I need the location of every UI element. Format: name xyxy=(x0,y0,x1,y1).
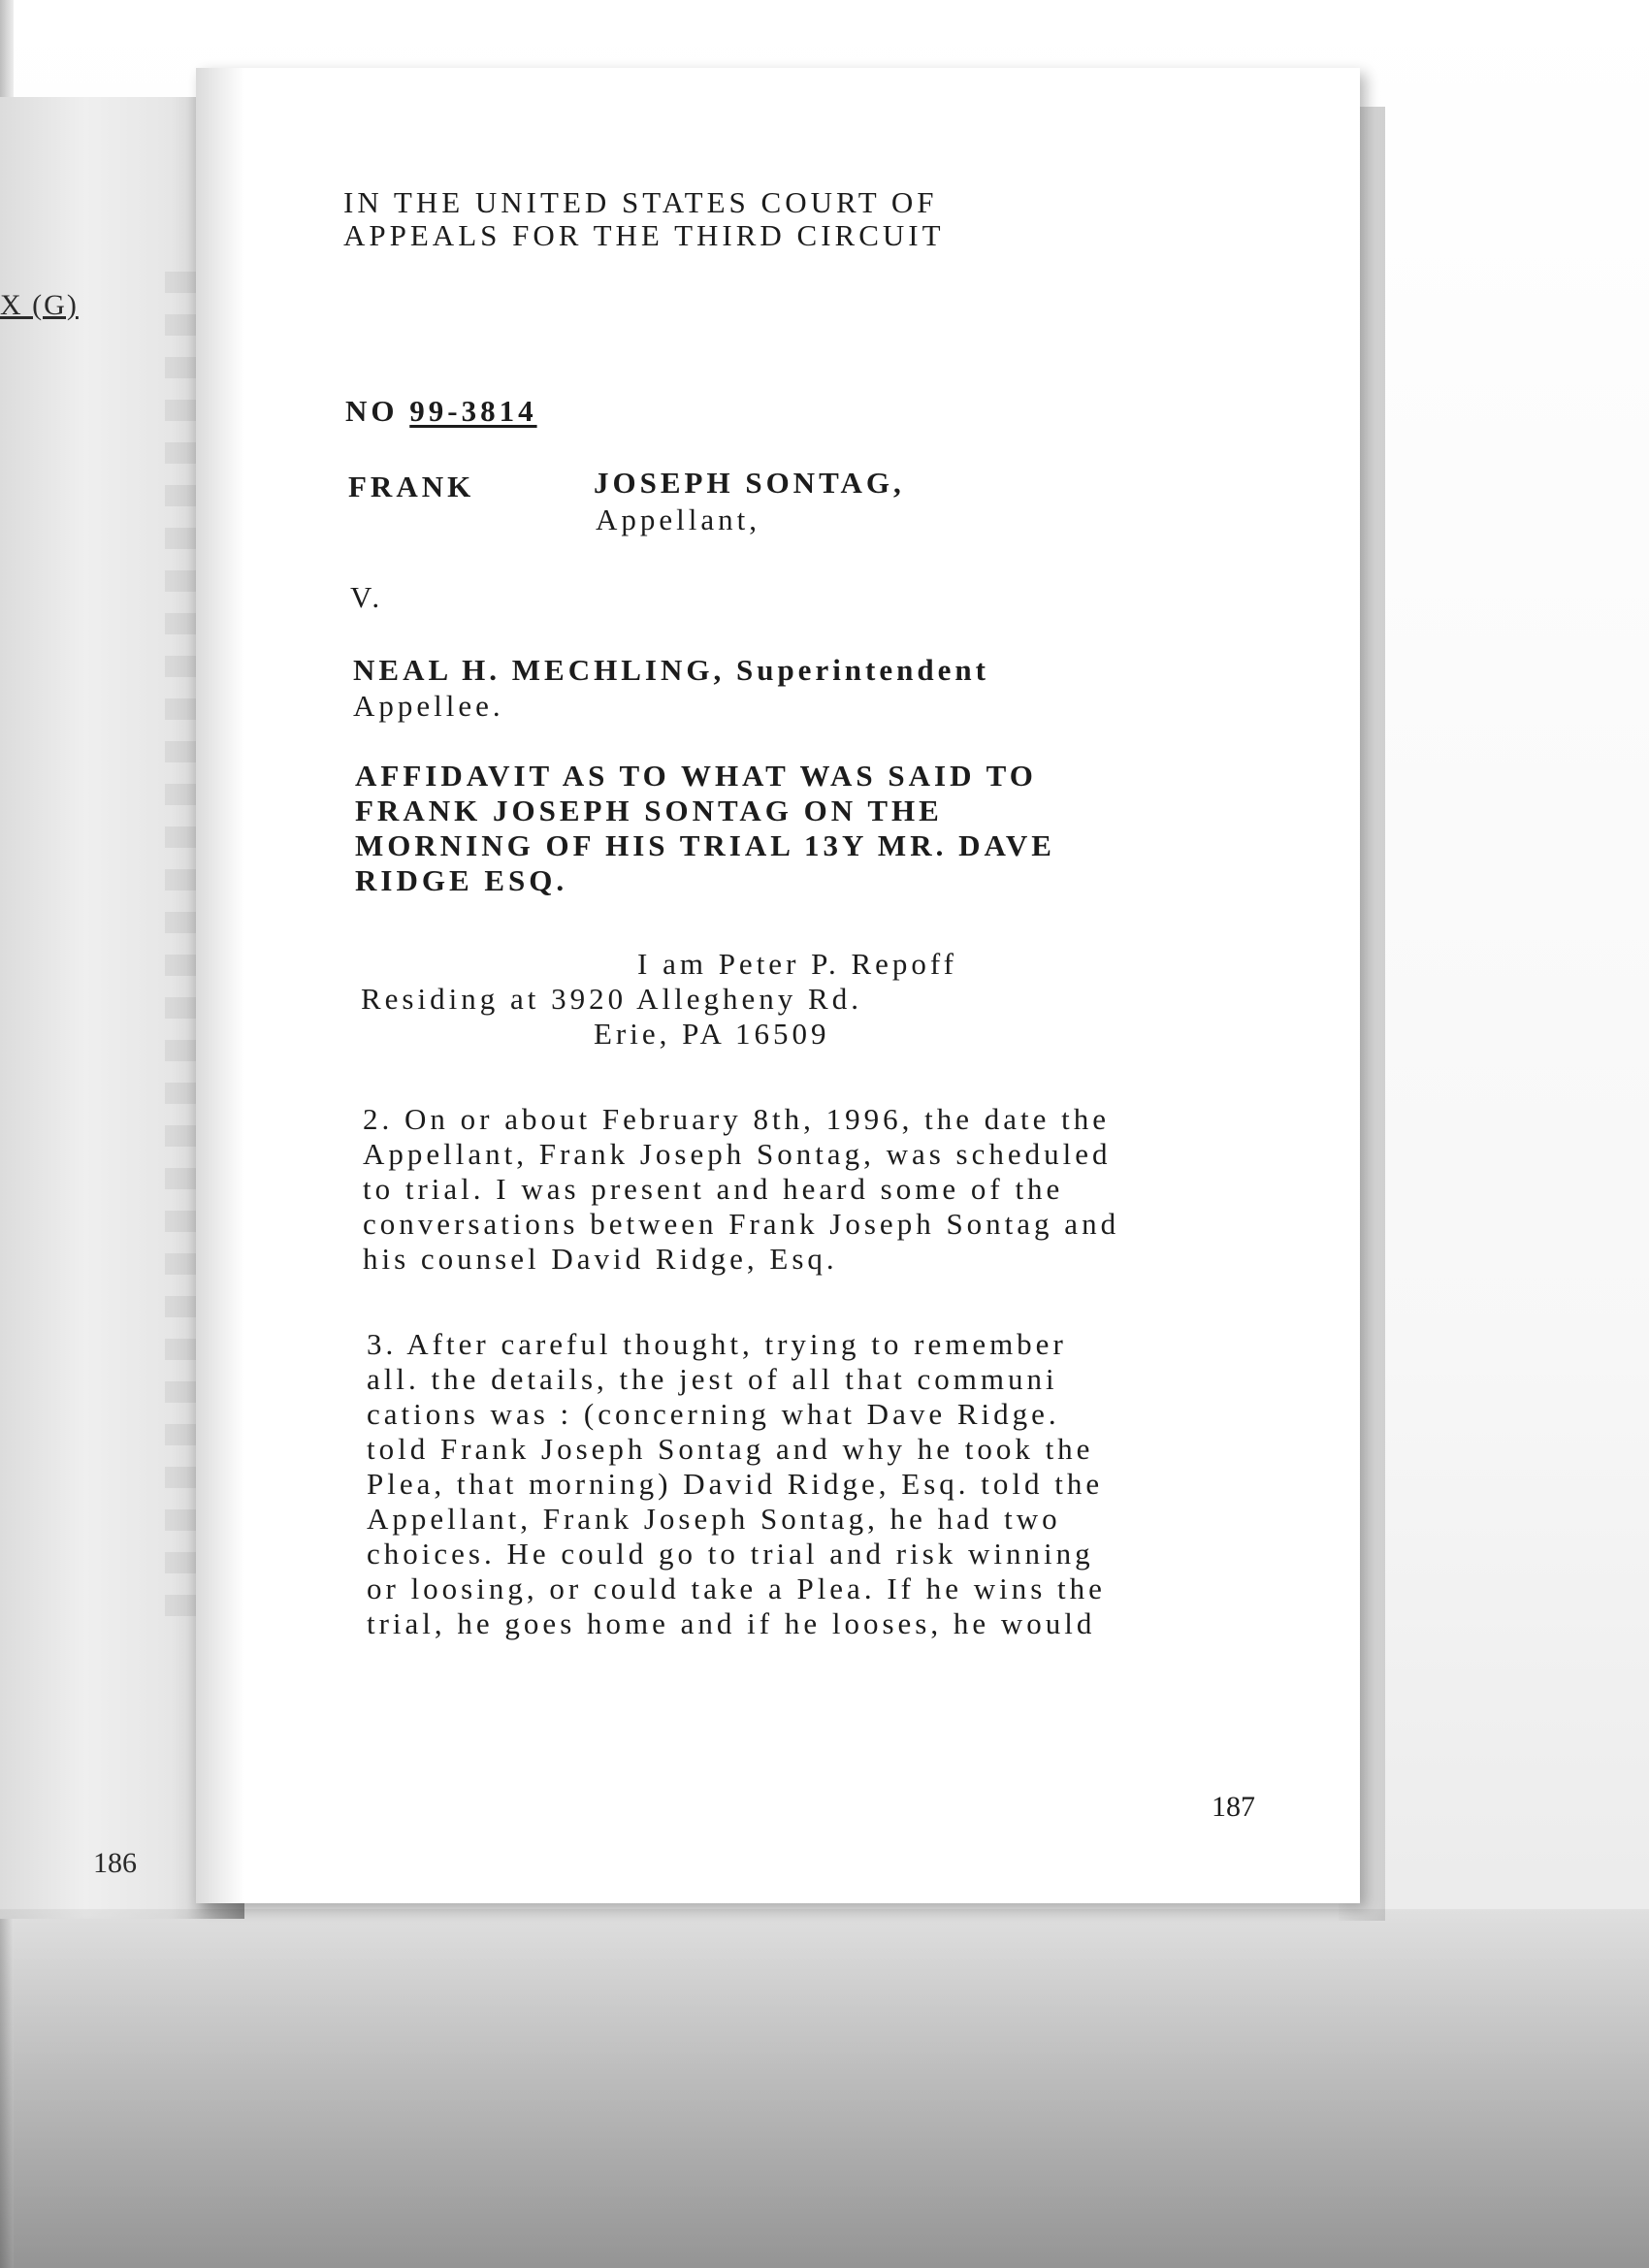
case-number: 99-3814 xyxy=(409,394,537,428)
paragraph-2-line: 2. On or about February 8th, 1996, the date the xyxy=(363,1102,1110,1136)
paragraph-3-line: or loosing, or could take a Plea. If he wins the xyxy=(367,1571,1106,1605)
affidavit-title-line-4: RIDGE ESQ. xyxy=(355,863,568,897)
affidavit-page xyxy=(196,68,1360,1903)
court-name-line-2: APPEALS FOR THE THIRD CIRCUIT xyxy=(343,218,945,252)
paragraph-3-line: choices. He could go to trial and risk winning xyxy=(367,1537,1094,1571)
exhibit-label: X (G) xyxy=(0,289,79,321)
affidavit-title-line-3: MORNING OF HIS TRIAL 13Y MR. DAVE xyxy=(355,828,1055,862)
court-name-line-1: IN THE UNITED STATES COURT OF xyxy=(343,185,938,219)
affiant-city-line: Erie, PA 16509 xyxy=(594,1017,830,1051)
versus: V. xyxy=(350,580,384,614)
paragraph-2-line: his counsel David Ridge, Esq. xyxy=(363,1242,838,1276)
paragraph-3-line: all. the details, the jest of all that communi xyxy=(367,1362,1058,1396)
paragraph-3-line: 3. After careful thought, trying to remember xyxy=(367,1327,1067,1361)
affiant-address-line: Residing at 3920 Allegheny Rd. xyxy=(361,982,862,1016)
appellee-role: Appellee. xyxy=(353,689,504,723)
case-number-prefix: NO xyxy=(345,394,399,428)
scan-bottom-shadow xyxy=(0,1909,1649,2268)
left-page-number: 186 xyxy=(93,1847,137,1879)
paragraph-2-line: conversations between Frank Joseph Sontag and xyxy=(363,1207,1120,1241)
paragraph-2-line: Appellant, Frank Joseph Sontag, was scheduled xyxy=(363,1137,1112,1171)
case-number-line xyxy=(345,396,537,426)
paragraph-3-line: trial, he goes home and if he looses, he would xyxy=(367,1606,1096,1640)
appellant-role: Appellant, xyxy=(596,502,760,536)
appellant-first-name: FRANK xyxy=(348,470,475,503)
paragraph-2-line: to trial. I was present and heard some of the xyxy=(363,1172,1064,1206)
paragraph-3-line: Plea, that morning) David Ridge, Esq. told the xyxy=(367,1467,1104,1501)
appellant-name: JOSEPH SONTAG, xyxy=(594,466,905,500)
paragraph-3-line: Appellant, Frank Joseph Sontag, he had two xyxy=(367,1502,1061,1536)
appellee-name: NEAL H. MECHLING, Superintendent xyxy=(353,653,989,687)
right-page-number: 187 xyxy=(1212,1791,1255,1823)
paragraph-3-line: told Frank Joseph Sontag and why he took the xyxy=(367,1432,1094,1466)
affidavit-title-line-2: FRANK JOSEPH SONTAG ON THE xyxy=(355,794,943,827)
affiant-name-line: I am Peter P. Repoff xyxy=(637,947,957,981)
affidavit-title-line-1: AFFIDAVIT AS TO WHAT WAS SAID TO xyxy=(355,759,1037,793)
inner-margin-shadow xyxy=(196,68,244,1903)
paragraph-3-line: cations was : (concerning what Dave Ridge. xyxy=(367,1397,1060,1431)
